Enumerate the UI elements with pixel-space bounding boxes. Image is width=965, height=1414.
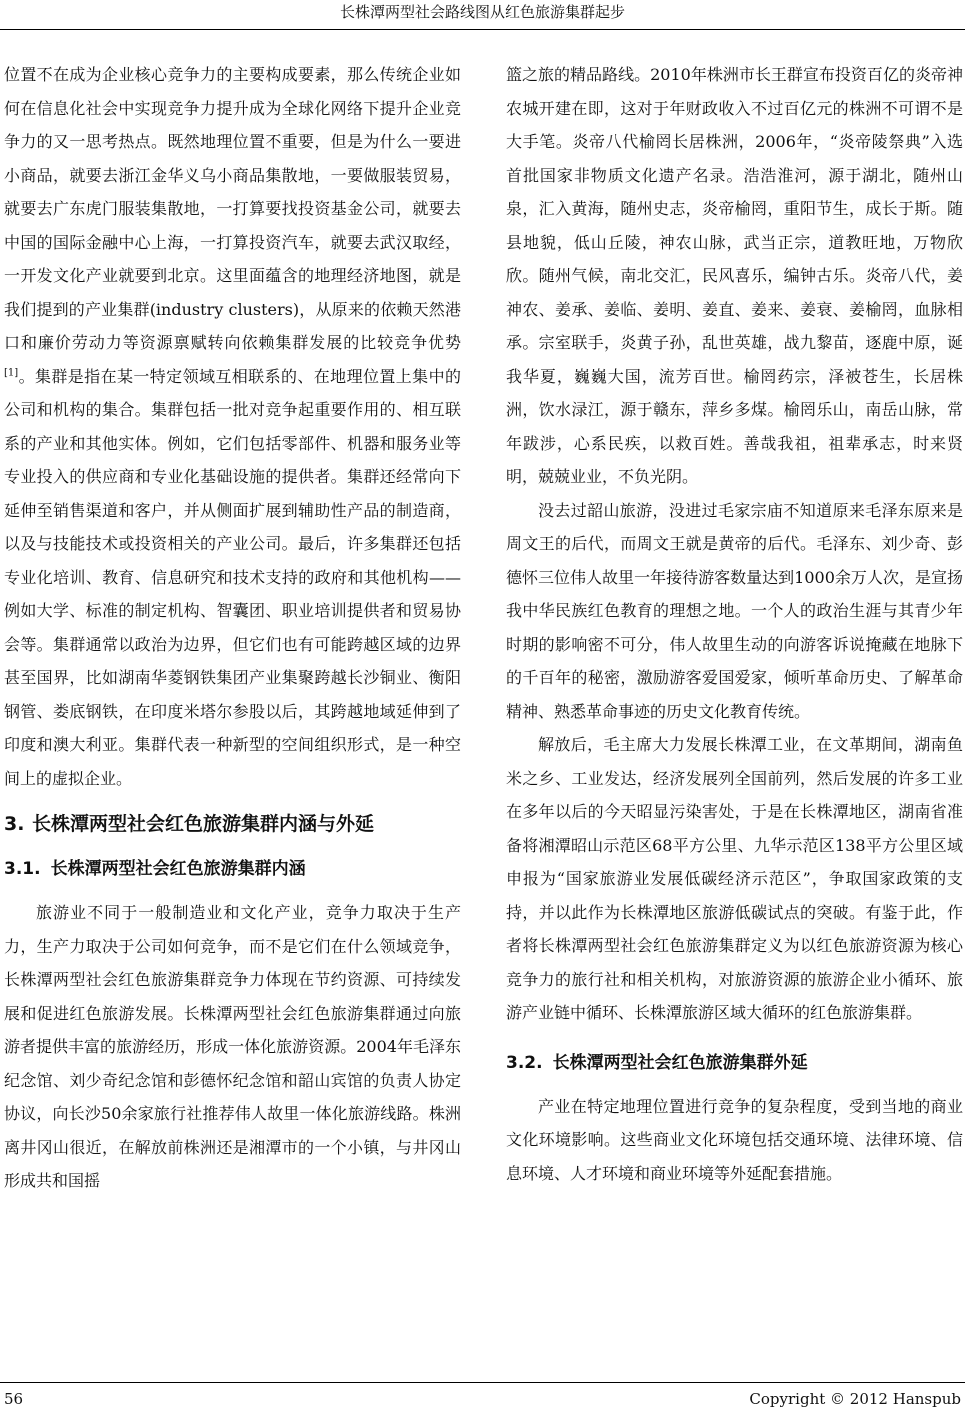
left-paragraph-1-text-b: 。集群是指在某一特定领域互相联系的、在地理位置上集中的公司和机构的集合。集群包括一批对竞争起重要作用的、相互联系的产业和其他实体。例如，它们包括零部件、机器和服务业等专业投入的供应商和专业化基础设施的提供者。集群还经常向下延伸至销售渠道和客户，并从侧面扩展到辅助性产品的制造商，以及与技能技术或投资相关的产业公司。最后，许多集群还包括专业化培训、教育、信息研究和技术支持的政府和其他机构——例如大学、标准的制定机构、智囊团、职业培训提供者和贸易协会等。集群通常以政治为边界，但它们也有可能跨越区域的边界甚至国界，比如湖南华菱钢铁集团产业集聚跨越长沙铜业、衡阳钢管、娄底钢铁，在印度米塔尔参股以后，其跨越地域延伸到了印度和澳大利亚。集群代表一种新型的空间组织形式，是一种空间上的虚拟企业。 (4, 366, 461, 788)
left-column (4, 58, 461, 1198)
running-header: 长株潭两型社会路线图从红色旅游集群起步 (339, 3, 625, 21)
left-paragraph-1 (4, 58, 461, 795)
citation-ref[interactable]: [1] (4, 367, 19, 379)
left-paragraph-1-text-a: 位置不在成为企业核心竞争力的主要构成要素，那么传统企业如何在信息化社会中实现竞争力提升成为全球化网络下提升企业竞争力的又一思考热点。既然地理位置不重要，但是为什么一要进小商品，就要去浙江金华义乌小商品集散地，一要做服装贸易，就要去广东虎门服装集散地，一打算要找投资基金公司，就要去中国的国际金融中心上海，一打算投资汽车，就要去武汉取经，一开发文化产业就要到北京。这里面蕴含的地理经济地图，就是我们提到的产业集群(industry clusters)，从原来的依赖天然港口和廉价劳动力等资源禀赋转向依赖集群发展的比较竞争优势 (4, 65, 461, 352)
section-3-title: 长株潭两型社会红色旅游集群内涵与外延 (32, 813, 375, 835)
section-3-number: 3. (4, 813, 25, 835)
right-paragraph-4: 产业在特定地理位置进行竞争的复杂程度，受到当地的商业文化环境影响。这些商业文化环境包括交通环境、法律环境、信息环境、人才环境和商业环境等外延配套措施。 (506, 1096, 963, 1183)
section-3-2-title: 长株潭两型社会红色旅游集群外延 (552, 1052, 808, 1073)
section-3-1-heading (4, 854, 461, 884)
section-3-1-title: 长株潭两型社会红色旅游集群内涵 (50, 859, 306, 879)
right-paragraph-3: 解放后，毛主席大力发展长株潭工业，在文革期间，湖南鱼米之乡、工业发达，经济发展列全国前列，然后发展的许多工业在多年以后的今天昭显污染害处，于是在长株潭地区，湖南省准备将湘潭昭山示范区68平方公里、九华示范区138平方公里区域申报为“国家旅游业发展低碳经济示范区”，争取国家政策的支持，并以此作为长株潭地区旅游低碳试点的突破。有鉴于此，作者将长株潭两型社会红色旅游集群定义为以红色旅游资源为核心竞争力的旅行社和相关机构，对旅游资源的旅游企业小循环、旅游产业链中循环、长株潭旅游区域大循环的红色旅游集群。 (506, 735, 963, 1022)
copyright-notice: Copyright © 2012 Hanspub (749, 1390, 961, 1408)
section-3-heading (4, 809, 461, 840)
left-paragraph-2: 旅游业不同于一般制造业和文化产业，竞争力取决于生产力，生产力取决于公司如何竞争，而不是它们在什么领域竞争，长株潭两型社会红色旅游集群竞争力体现在节约资源、可持续发展和促进红色旅游发展。长株潭两型社会红色旅游集群通过向旅游者提供丰富的旅游经历，形成一体化旅游资源。2004年毛泽东纪念馆、刘少奇纪念馆和彭德怀纪念馆和韶山宾馆的负责人协定协议，向长沙50余家旅行社推荐伟人故里一体化旅游线路。株洲离井冈山很近，在解放前株洲还是湘潭市的一个小镇，与井冈山形成共和国摇 (4, 903, 461, 1190)
page-number: 56 (4, 1390, 24, 1408)
section-3-2-heading (506, 1048, 963, 1078)
footer-rule (0, 1382, 965, 1383)
right-paragraph-2: 没去过韶山旅游，没进过毛家宗庙不知道原来毛泽东原来是周文王的后代，而周文王就是黄帝的后代。毛泽东、刘少奇、彭德怀三位伟人故里一年接待游客数量达到1000余万人次，是宣扬我中华民族红色教育的理想之地。一个人的政治生涯与其青少年时期的影响密不可分，伟人故里生动的向游客诉说掩藏在地脉下的千百年的秘密，激励游客爱国爱家，倾听革命历史、了解革命精神、熟悉革命事迹的历史文化教育传统。 (506, 500, 963, 721)
header-rule (0, 29, 965, 30)
section-3-1-number: 3.1. (4, 859, 41, 879)
section-3-2-number: 3.2. (506, 1052, 543, 1073)
right-column (506, 58, 963, 1190)
right-paragraph-1: 篮之旅的精品路线。2010年株洲市长王群宣布投资百亿的炎帝神农城开建在即，这对于年财政收入不过百亿元的株洲不可谓不是大手笔。炎帝八代榆罔长居株洲，2006年，“炎帝陵祭典”入选首批国家非物质文化遗产名录。浩浩淮河，源于湖北，随州山泉，汇入黄海，随州史志，炎帝榆罔，重阳节生，成长于斯。随县地貌，低山丘陵，神农山脉，武当正宗，道教旺地，万物欣欣。随州气候，南北交汇，民风喜乐，编钟古乐。炎帝八代，姜神农、姜承、姜临、姜明、姜直、姜来、姜衰、姜榆罔，血脉相承。宗室联手，炎黄子孙，乱世英雄，战九黎苗，逐鹿中原，诞我华夏，巍巍大国，流芳百世。榆罔药宗，泽被苍生，长居株洲，饮水渌江，源于赣东，萍乡多煤。榆罔乐山，南岳山脉，常年跋涉，心系民疾，以救百姓。善哉我祖，祖辈承志，时来贤明，兢兢业业，不负光阴。 (506, 65, 963, 486)
